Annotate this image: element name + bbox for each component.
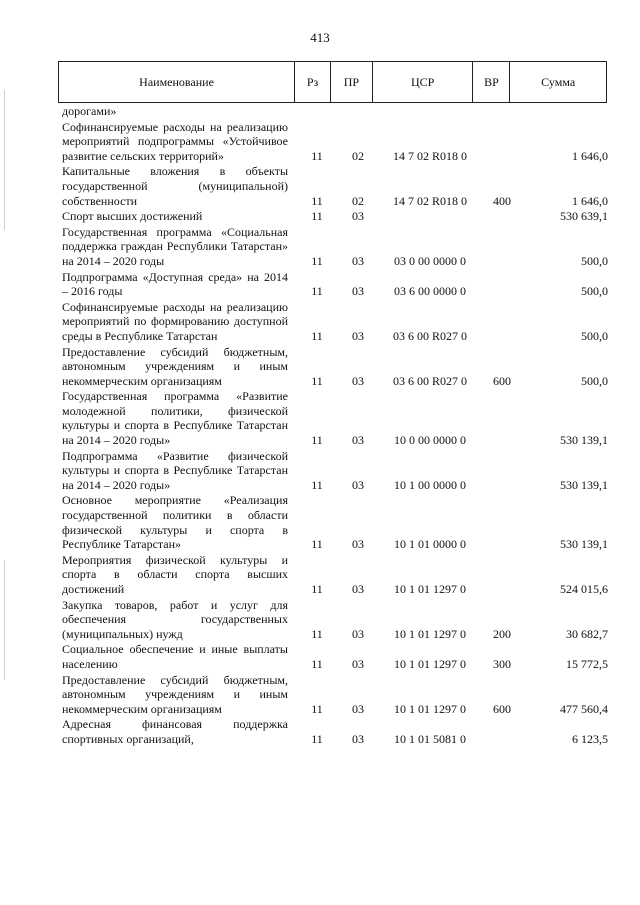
header-sum: Сумма	[541, 74, 576, 89]
table-row	[62, 209, 608, 224]
cell-sum: 15 772,5	[566, 656, 608, 671]
table-row	[62, 164, 608, 208]
cell-rz: 11	[311, 284, 323, 299]
cell-csr: 03 0 00 0000 0	[394, 253, 466, 268]
cell-csr: 10 1 01 1297 0	[394, 626, 466, 641]
cell-pr: 03	[352, 253, 364, 268]
cell-rz: 11	[311, 701, 323, 716]
cell-csr: 10 1 00 0000 0	[394, 477, 466, 492]
cell-name: Софинансируемые расходы на реализацию мероприятий по формированию доступной среды в Республике Татарстан	[62, 299, 288, 343]
table-row	[62, 104, 608, 119]
cell-pr: 03	[352, 701, 364, 716]
table-row	[62, 717, 608, 746]
cell-name: Спорт высших достижений	[62, 209, 203, 224]
cell-pr: 03	[352, 656, 364, 671]
cell-vr: 200	[493, 626, 511, 641]
cell-sum: 477 560,4	[560, 701, 608, 716]
scan-edge-mark	[4, 560, 5, 680]
cell-pr: 03	[352, 477, 364, 492]
table-row	[62, 553, 608, 597]
cell-name: Подпрограмма «Развитие физической культуры и спорта в Республике Татарстан на 2014 – 2020 годы»	[62, 448, 288, 492]
cell-name: Софинансируемые расходы на реализацию мероприятий подпрограммы «Устойчивое развитие сельских территорий»	[62, 119, 288, 163]
cell-rz: 11	[311, 433, 323, 448]
cell-rz: 11	[311, 373, 323, 388]
cell-rz: 11	[311, 537, 323, 552]
cell-sum: 500,0	[581, 373, 608, 388]
cell-name: Мероприятия физической культуры и спорта в области спорта высших достижений	[62, 552, 288, 596]
table-header	[58, 61, 607, 103]
table-row	[62, 449, 608, 493]
cell-name: Основное мероприятие «Реализация государственной политики в области физической культуры и спорта в Республике Татарстан»	[62, 493, 288, 552]
cell-name: дорогами»	[62, 104, 117, 118]
cell-pr: 03	[352, 731, 364, 746]
table-row	[62, 642, 608, 671]
cell-sum: 500,0	[581, 328, 608, 343]
cell-sum: 530 139,1	[560, 477, 608, 492]
cell-csr: 03 6 00 R027 0	[392, 328, 467, 343]
cell-vr: 600	[493, 701, 511, 716]
cell-csr: 14 7 02 R018 0	[392, 193, 467, 208]
cell-name: Закупка товаров, работ и услуг для обеспечения государственных (муниципальных) нужд	[62, 597, 288, 641]
cell-sum: 524 015,6	[560, 582, 608, 596]
table-row	[62, 598, 608, 642]
cell-sum: 30 682,7	[566, 626, 608, 641]
cell-sum: 530 139,1	[560, 433, 608, 448]
cell-sum: 6 123,5	[572, 731, 608, 746]
header-vr: ВР	[473, 62, 510, 102]
cell-csr: 14 7 02 R018 0	[392, 148, 467, 163]
table-row	[62, 300, 608, 344]
cell-vr: 300	[493, 656, 511, 671]
cell-vr: 600	[493, 373, 511, 388]
cell-csr: 10 1 01 0000 0	[394, 537, 466, 552]
table-row	[62, 389, 608, 447]
cell-name: Государственная программа «Социальная поддержка граждан Республики Татарстан» на 2014 – 2020 годы	[62, 224, 288, 268]
cell-csr: 10 0 00 0000 0	[394, 433, 466, 448]
cell-sum: 1 646,0	[572, 193, 608, 208]
scan-edge-mark	[4, 90, 5, 230]
table-row	[62, 120, 608, 164]
cell-sum: 500,0	[581, 253, 608, 268]
cell-rz: 11	[311, 328, 323, 343]
cell-sum: 530 639,1	[560, 209, 608, 224]
cell-rz: 11	[311, 477, 323, 492]
cell-csr: 03 6 00 0000 0	[394, 284, 466, 299]
cell-pr: 03	[352, 582, 364, 596]
cell-name: Предоставление субсидий бюджетным, автономным учреждениям и иным некоммерческим организациям	[62, 344, 288, 388]
cell-pr: 03	[352, 328, 364, 343]
table-row	[62, 345, 608, 389]
table-row	[62, 270, 608, 299]
page-number: 413	[310, 30, 330, 45]
cell-name: Социальное обеспечение и иные выплаты населению	[62, 642, 288, 671]
cell-rz: 11	[311, 193, 323, 208]
cell-rz: 11	[311, 731, 323, 746]
header-rz: Рз	[295, 62, 331, 102]
cell-rz: 11	[311, 209, 323, 224]
cell-pr: 03	[352, 284, 364, 299]
cell-rz: 11	[311, 656, 323, 671]
cell-rz: 11	[311, 626, 323, 641]
cell-rz: 11	[311, 253, 323, 268]
table-row	[62, 225, 608, 269]
cell-pr: 02	[352, 148, 364, 163]
header-csr: ЦСР	[373, 62, 474, 102]
cell-rz: 11	[311, 582, 323, 596]
cell-pr: 03	[352, 373, 364, 388]
cell-csr: 10 1 01 1297 0	[394, 656, 466, 671]
cell-rz: 11	[311, 148, 323, 163]
table-body	[62, 104, 608, 748]
cell-sum: 530 139,1	[560, 537, 608, 552]
cell-csr: 10 1 01 1297 0	[394, 701, 466, 716]
header-name: Наименование	[59, 62, 295, 102]
cell-name: Государственная программа «Развитие молодежной политики, физической культуры и спорта в Республике Татарстан на 2014 – 2020 годы»	[62, 389, 288, 448]
cell-pr: 03	[352, 433, 364, 448]
cell-name: Капитальные вложения в объекты государственной (муниципальной) собственности	[62, 164, 288, 208]
cell-sum: 1 646,0	[572, 148, 608, 163]
table-row	[62, 493, 608, 551]
cell-pr: 03	[352, 209, 364, 224]
table-row	[62, 673, 608, 717]
header-pr: ПР	[331, 62, 373, 102]
cell-pr: 02	[352, 193, 364, 208]
cell-csr: 10 1 01 1297 0	[394, 582, 466, 596]
cell-sum: 500,0	[581, 284, 608, 299]
cell-csr: 03 6 00 R027 0	[392, 373, 467, 388]
cell-name: Предоставление субсидий бюджетным, автономным учреждениям и иным некоммерческим организациям	[62, 672, 288, 716]
cell-name: Подпрограмма «Доступная среда» на 2014 – 2016 годы	[62, 269, 288, 299]
cell-pr: 03	[352, 537, 364, 552]
cell-name: Адресная финансовая поддержка спортивных организаций,	[62, 717, 288, 746]
cell-vr: 400	[493, 193, 511, 208]
cell-pr: 03	[352, 626, 364, 641]
cell-csr: 10 1 01 5081 0	[394, 731, 466, 746]
